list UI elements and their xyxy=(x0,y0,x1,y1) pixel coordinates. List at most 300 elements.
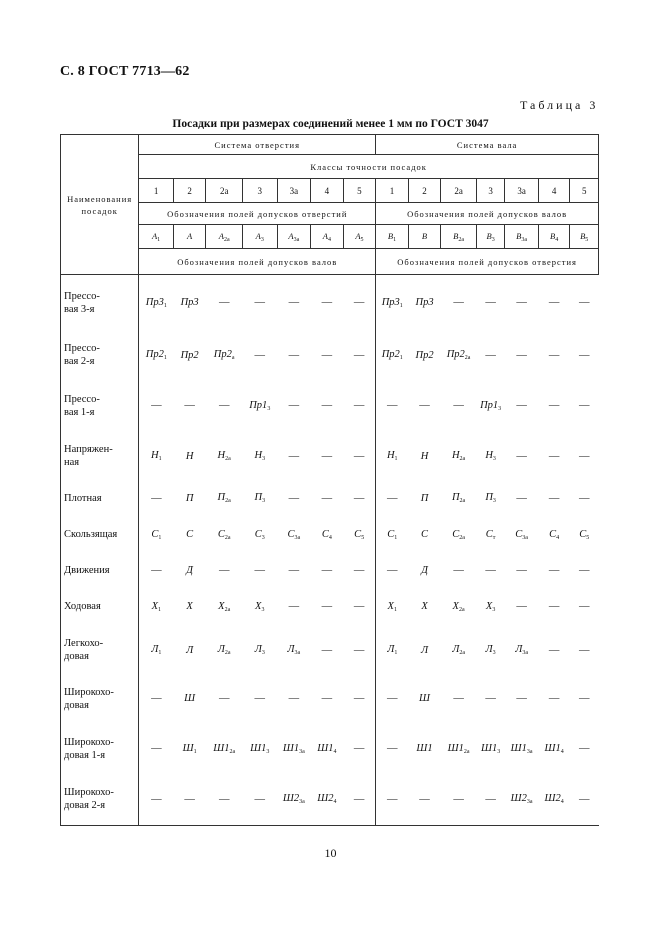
fit-subscript: 1 xyxy=(158,456,162,462)
fit-subscript: 1 xyxy=(163,302,167,309)
fit-symbol: — xyxy=(288,492,300,504)
fit-cell xyxy=(139,554,174,587)
fit-symbol: — xyxy=(321,601,333,612)
fit-cell xyxy=(476,587,504,627)
fit-symbol: — xyxy=(485,693,496,704)
fit-cell xyxy=(505,587,539,627)
fit-symbol: П xyxy=(217,492,226,503)
fit-symbol: — xyxy=(218,693,230,704)
fit-cell xyxy=(538,275,570,331)
fit-symbol: Л xyxy=(287,644,295,655)
fit-cell xyxy=(277,432,311,481)
fit-cell xyxy=(408,674,441,724)
fit-symbol: С xyxy=(387,528,395,540)
fit-symbol: Ш xyxy=(184,693,196,704)
fit-symbol: — xyxy=(218,400,230,411)
fit-symbol: — xyxy=(353,564,365,576)
fit-symbol: — xyxy=(453,693,464,704)
class-number: 4 xyxy=(538,179,570,203)
fit-cell xyxy=(343,774,376,826)
fit-symbol: — xyxy=(548,601,560,612)
fit-cell xyxy=(476,432,504,481)
shaft-tolerance-field: $B_1$ xyxy=(376,225,409,249)
fit-cell xyxy=(139,516,174,554)
fit-cell xyxy=(505,275,539,331)
fit-symbol: — xyxy=(516,400,527,411)
fit-subscript: 1 xyxy=(394,534,398,541)
fit-cell xyxy=(311,587,344,627)
fit-cell xyxy=(311,380,344,432)
fit-symbol: — xyxy=(288,601,300,612)
class-number: 4 xyxy=(311,179,344,203)
fit-symbol: С xyxy=(254,528,262,540)
fit-symbol: — xyxy=(184,400,195,411)
fit-cell xyxy=(441,481,477,516)
fit-symbol: — xyxy=(254,793,266,805)
shaft-tolerance-field: B xyxy=(408,225,441,249)
fit-cell xyxy=(441,380,477,432)
fit-symbol: — xyxy=(516,297,527,309)
fit-subscript: 4 xyxy=(560,799,564,806)
fit-cell xyxy=(173,724,206,774)
fit-subscript: 2а xyxy=(459,456,466,462)
fit-symbol: — xyxy=(548,564,560,576)
fit-cell xyxy=(376,481,409,516)
fit-cell xyxy=(505,674,539,724)
fit-subscript: 5 xyxy=(361,534,365,541)
fit-cell xyxy=(206,481,243,516)
fit-subscript: 2а xyxy=(463,748,470,755)
fit-subscript: 2а xyxy=(459,650,465,656)
fit-cell xyxy=(277,627,311,674)
fit-cell xyxy=(505,627,539,674)
class-number: 5 xyxy=(343,179,376,203)
fit-name: Широкохо- довая 2-я xyxy=(61,774,139,826)
fit-cell xyxy=(570,554,599,587)
fit-symbol: — xyxy=(353,450,365,462)
fit-symbol: — xyxy=(254,349,266,361)
fit-cell xyxy=(476,331,504,380)
table-title: Посадки при размерах соединений менее 1 мм по ГОСТ 3047 xyxy=(172,118,489,130)
fit-symbol: — xyxy=(578,564,590,576)
fit-cell xyxy=(139,481,174,516)
fit-cell xyxy=(570,627,599,674)
fit-cell xyxy=(376,516,409,554)
fit-subscript: 3а xyxy=(526,799,533,806)
fit-cell xyxy=(476,516,504,554)
fit-cell xyxy=(505,774,539,826)
shaft-system-header: Система вала xyxy=(376,135,599,155)
fit-cell xyxy=(538,674,570,724)
fit-symbol: — xyxy=(578,450,590,462)
fit-symbol: Х xyxy=(387,600,394,612)
shaft-tolerance-field: $B_{2а}$ xyxy=(441,225,477,249)
fit-cell xyxy=(343,554,376,587)
fit-cell xyxy=(206,587,243,627)
fit-symbol: Ш1 xyxy=(510,742,527,754)
fit-cell xyxy=(242,724,277,774)
fit-cell xyxy=(505,481,539,516)
fit-cell xyxy=(173,774,206,826)
page-header: С. 8 ГОСТ 7713—62 xyxy=(60,64,190,79)
fit-symbol: — xyxy=(548,450,560,462)
fit-symbol: — xyxy=(548,644,560,656)
fit-cell xyxy=(242,554,277,587)
fit-symbol: — xyxy=(288,564,300,576)
fit-cell xyxy=(376,724,409,774)
fit-cell xyxy=(538,516,570,554)
fit-cell xyxy=(376,331,409,380)
fit-symbol: — xyxy=(578,601,590,612)
fit-cell xyxy=(441,774,477,826)
fit-symbol: — xyxy=(548,297,560,309)
fit-cell xyxy=(139,674,174,724)
fit-symbol: — xyxy=(353,743,365,754)
fit-cell xyxy=(139,774,174,826)
fit-cell xyxy=(376,587,409,627)
fit-cell xyxy=(505,554,539,587)
fit-symbol: Пр2 xyxy=(381,349,400,360)
fit-subscript: 3а xyxy=(294,534,301,541)
hole-fields-designation: Обозначения полей допусков отверстий xyxy=(139,203,376,225)
fit-symbol: Пр2 xyxy=(415,349,434,361)
shaft-tolerance-field: $B_{3а}$ xyxy=(505,225,539,249)
fit-cell xyxy=(441,674,477,724)
fit-symbol: Пр2 xyxy=(446,349,465,360)
fit-symbol: — xyxy=(453,400,464,411)
table-row xyxy=(61,674,599,724)
fit-symbol: — xyxy=(218,793,230,805)
fit-symbol: — xyxy=(516,450,527,462)
fit-symbol: — xyxy=(218,297,230,309)
fit-subscript: 4 xyxy=(560,748,564,755)
fit-symbol: — xyxy=(353,349,365,361)
fit-cell xyxy=(538,774,570,826)
fit-cell xyxy=(538,587,570,627)
fit-cell xyxy=(505,724,539,774)
fit-symbol: Н xyxy=(451,450,460,461)
accuracy-classes-header: Классы точности посадок xyxy=(139,155,599,179)
fit-cell xyxy=(570,481,599,516)
fit-symbol: — xyxy=(578,644,590,656)
fit-cell xyxy=(408,627,441,674)
fit-name: Широкохо- довая xyxy=(61,674,139,724)
fit-symbol: Д xyxy=(421,564,428,576)
fit-symbol: — xyxy=(254,564,266,576)
fit-cell xyxy=(206,554,243,587)
fit-symbol: Ш1 xyxy=(447,742,464,754)
fit-cell xyxy=(441,331,477,380)
fit-name: Скользящая xyxy=(61,516,139,554)
fit-symbol: Ш2 xyxy=(544,793,561,805)
fit-symbol: Ш xyxy=(182,742,194,754)
fit-cell xyxy=(311,724,344,774)
fit-symbol: Ш xyxy=(419,693,430,704)
class-number: 2а xyxy=(206,179,243,203)
fit-symbol: — xyxy=(151,693,162,704)
fit-cell xyxy=(343,516,376,554)
fit-name: Легкохо- довая xyxy=(61,627,139,674)
fit-symbol: — xyxy=(353,693,365,704)
fit-symbol: — xyxy=(151,400,162,411)
fit-subscript: 1 xyxy=(158,534,162,541)
fit-cell xyxy=(311,516,344,554)
fit-subscript: 2а xyxy=(224,534,231,541)
table-row xyxy=(61,587,599,627)
tolerance-field-row xyxy=(61,225,599,249)
fit-subscript: 4 xyxy=(556,534,560,541)
fit-symbol: Н xyxy=(386,450,395,461)
fit-symbol: — xyxy=(353,400,365,411)
fit-cell xyxy=(441,554,477,587)
shaft-fields-designation-right: Обозначения полей допусков валов xyxy=(376,203,599,225)
fits-table xyxy=(60,134,599,826)
fit-symbol: Ш1 xyxy=(250,742,267,754)
fit-symbol: — xyxy=(288,349,300,361)
fit-symbol: П xyxy=(254,492,263,503)
fit-symbol: С xyxy=(549,528,557,540)
fit-symbol: — xyxy=(353,492,365,504)
fit-cell xyxy=(343,587,376,627)
fit-cell xyxy=(505,516,539,554)
fit-cell xyxy=(441,724,477,774)
fit-symbol: Л xyxy=(186,644,194,656)
fit-symbol: — xyxy=(578,349,590,361)
fit-symbol: Л xyxy=(420,644,429,656)
fit-symbol: — xyxy=(387,492,398,504)
fit-cell xyxy=(206,774,243,826)
hole-system-header: Система отверстия xyxy=(139,135,376,155)
fit-symbol: С xyxy=(186,529,194,540)
fit-cell xyxy=(538,380,570,432)
table-row xyxy=(61,516,599,554)
fit-symbol: — xyxy=(578,743,590,754)
fit-symbol: Ш2 xyxy=(510,793,527,805)
fit-cell xyxy=(570,674,599,724)
shaft-tolerance-field: $B_4$ xyxy=(538,225,570,249)
fit-cell xyxy=(277,554,311,587)
fit-symbol: Ш1 xyxy=(213,742,230,754)
fit-subscript: 1 xyxy=(393,606,397,613)
class-number-row xyxy=(61,179,599,203)
fit-subscript: 4 xyxy=(328,534,332,541)
fit-symbol: — xyxy=(254,297,266,309)
fit-cell xyxy=(476,380,504,432)
fit-symbol: С xyxy=(217,528,225,540)
hole-tolerance-field: $A_{2а}$ xyxy=(206,225,243,249)
fit-cell xyxy=(206,516,243,554)
fit-subscript: 4 xyxy=(333,799,337,806)
fit-symbol: Л xyxy=(254,644,262,655)
fit-cell xyxy=(311,331,344,380)
fit-cell xyxy=(139,724,174,774)
fit-symbol: — xyxy=(578,693,590,704)
fit-subscript: 1 xyxy=(394,456,398,462)
fit-name: Прессо- вая 3-я xyxy=(61,275,139,331)
fit-cell xyxy=(277,774,311,826)
fit-symbol: — xyxy=(321,450,333,462)
fit-cell xyxy=(311,432,344,481)
fit-symbol: Ш2 xyxy=(282,793,300,805)
fit-cell xyxy=(376,380,409,432)
fit-symbol: Пр2 xyxy=(145,349,164,360)
fit-cell xyxy=(206,627,243,674)
fit-cell xyxy=(139,275,174,331)
class-number: 3а xyxy=(277,179,311,203)
fit-symbol: Н xyxy=(217,450,226,461)
fit-subscript: 2а xyxy=(224,650,231,656)
fit-symbol: Х xyxy=(255,600,262,612)
fit-cell xyxy=(311,554,344,587)
fit-cell xyxy=(277,481,311,516)
table-row xyxy=(61,275,599,331)
fit-symbol: — xyxy=(548,349,560,361)
fit-subscript: 3 xyxy=(492,650,496,656)
fit-subscript: 3 xyxy=(492,606,496,613)
fit-subscript: 2а xyxy=(459,534,465,541)
fit-symbol: — xyxy=(387,564,398,576)
fit-symbol: Пр2 xyxy=(180,349,199,361)
fit-cell xyxy=(376,275,409,331)
fit-cell xyxy=(277,516,311,554)
fit-subscript: т xyxy=(492,534,496,541)
table-row xyxy=(61,331,599,380)
fit-name: Прессо- вая 1-я xyxy=(61,380,139,432)
fit-cell xyxy=(173,331,206,380)
hole-tolerance-field: $A_3$ xyxy=(242,225,277,249)
fit-symbol: Пр3 xyxy=(415,297,434,309)
fit-symbol: Н xyxy=(420,450,429,462)
hole-tolerance-field: $A_1$ xyxy=(139,225,174,249)
fit-cell xyxy=(206,380,243,432)
fit-cell xyxy=(311,275,344,331)
fit-symbol: Х xyxy=(151,600,159,612)
fit-cell xyxy=(173,432,206,481)
fit-symbol: — xyxy=(288,693,300,704)
fit-cell xyxy=(206,724,243,774)
fit-cell xyxy=(441,516,477,554)
fit-cell xyxy=(173,481,206,516)
fit-subscript: 3 xyxy=(262,498,266,504)
fit-cell xyxy=(376,627,409,674)
shaft-fields-designation: Обозначения полей допусков валов xyxy=(139,249,376,275)
fit-cell xyxy=(476,774,504,826)
fit-symbol: — xyxy=(516,349,527,361)
fit-subscript: 1 xyxy=(193,748,197,755)
fit-subscript: 3 xyxy=(267,405,271,412)
fit-cell xyxy=(343,627,376,674)
fit-cell xyxy=(277,587,311,627)
fit-subscript: 3а xyxy=(299,799,305,806)
fit-subscript: 3а xyxy=(526,748,533,755)
fit-cell xyxy=(277,380,311,432)
fit-symbol: П xyxy=(185,492,194,504)
fit-cell xyxy=(538,627,570,674)
class-number: 3а xyxy=(505,179,539,203)
fit-symbol: Л xyxy=(485,644,493,655)
fit-symbol: Н xyxy=(185,450,194,462)
fit-cell xyxy=(277,275,311,331)
fit-symbol: Л xyxy=(387,644,395,655)
fit-subscript: 1 xyxy=(399,302,403,309)
table-row xyxy=(61,554,599,587)
fit-symbol: Пр1 xyxy=(249,399,268,411)
fit-cell xyxy=(408,724,441,774)
fit-cell xyxy=(343,275,376,331)
hole-tolerance-field: $A_{3а}$ xyxy=(277,225,311,249)
fit-cell xyxy=(139,380,174,432)
table-row xyxy=(61,380,599,432)
fit-subscript: 1 xyxy=(399,355,403,361)
fit-cell xyxy=(343,380,376,432)
fit-cell xyxy=(538,724,570,774)
table-row xyxy=(61,627,599,674)
fit-symbol: С xyxy=(579,528,587,540)
fit-subscript: 5 xyxy=(586,534,590,541)
fit-subscript: 2а xyxy=(458,606,465,613)
fit-symbol: — xyxy=(151,492,162,504)
fit-symbol: — xyxy=(218,564,230,576)
fit-cell xyxy=(538,331,570,380)
fit-cell xyxy=(376,774,409,826)
fit-cell xyxy=(242,587,277,627)
fit-cell xyxy=(343,724,376,774)
fit-symbol: — xyxy=(387,793,398,805)
fit-symbol: — xyxy=(548,400,560,411)
fit-symbol: Пр3 xyxy=(145,296,164,308)
fit-symbol: — xyxy=(321,349,333,361)
fit-symbol: — xyxy=(453,793,464,805)
page-number: 10 xyxy=(324,846,337,860)
hole-tolerance-field: $A_4$ xyxy=(311,225,344,249)
fit-subscript: 3 xyxy=(261,650,265,656)
fit-cell xyxy=(408,516,441,554)
fit-subscript: 3 xyxy=(261,606,265,613)
fit-cell xyxy=(476,481,504,516)
fit-cell xyxy=(311,627,344,674)
fit-cell xyxy=(173,674,206,724)
fit-cell xyxy=(408,587,441,627)
fit-name: Движения xyxy=(61,554,139,587)
hole-tolerance-field: $A_5$ xyxy=(343,225,376,249)
fit-symbol: Х xyxy=(218,600,225,612)
fit-symbol: — xyxy=(419,400,430,411)
fit-symbol: Н xyxy=(151,450,159,461)
fit-symbol: П xyxy=(451,492,460,503)
fit-symbol: Л xyxy=(217,644,225,655)
fit-symbol: — xyxy=(321,297,333,309)
class-number: 1 xyxy=(376,179,409,203)
fit-subscript: 3 xyxy=(492,456,496,462)
fit-subscript: 2а xyxy=(464,355,471,361)
class-number: 1 xyxy=(139,179,174,203)
fit-cell xyxy=(570,724,599,774)
fit-cell xyxy=(505,380,539,432)
fit-symbol: — xyxy=(288,297,300,309)
fit-cell xyxy=(173,275,206,331)
table-row xyxy=(61,774,599,826)
fit-symbol: — xyxy=(321,693,333,704)
fit-symbol: Д xyxy=(186,564,193,576)
fit-symbol: — xyxy=(387,743,398,754)
fit-cell xyxy=(173,554,206,587)
fit-cell xyxy=(242,331,277,380)
fit-symbol: Ш1 xyxy=(282,742,300,754)
fit-cell xyxy=(408,432,441,481)
fit-subscript: 1 xyxy=(163,355,167,361)
fit-cell xyxy=(476,627,504,674)
table-row xyxy=(61,724,599,774)
